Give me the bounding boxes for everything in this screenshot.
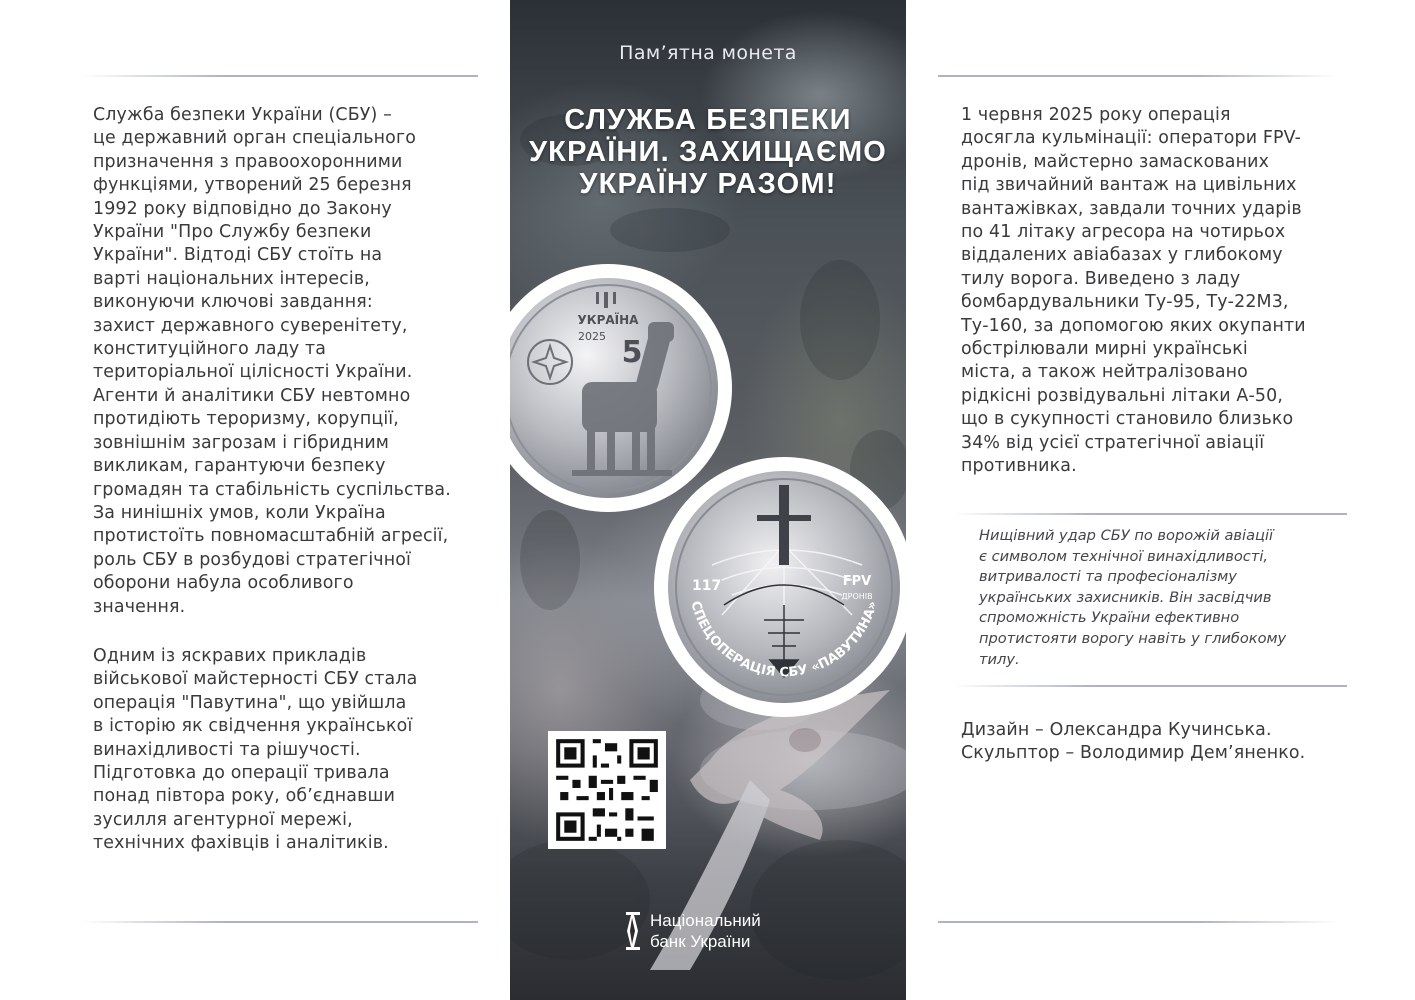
coin-reverse [652, 455, 906, 719]
panel-title: СЛУЖБА БЕЗПЕКИ УКРАЇНИ. ЗАХИЩАЄМО УКРАЇНУ РАЗОМ! [528, 104, 888, 200]
panel-subtitle: Пам’ятна монета [619, 42, 797, 64]
coin-reverse-number: 117 [692, 578, 722, 594]
pull-quote: Нищівний удар СБУ по ворожій авіації є символом технічної винахідливості, витривалості та професіоналізму українських захисників. Він засвідчив спроможність України ефективно протистояти ворогу навіть у глибокому тилу. [979, 527, 1287, 668]
coin-obverse-denomination: 5 [621, 335, 643, 370]
coin-reverse-fpv: FPV [842, 574, 872, 589]
coin-obverse-country: УКРАЇНА [577, 313, 639, 327]
right-paragraph-1: 1 червня 2025 року операція досягла кульмінації: оператори FPV- дронів, майстерно замаскованих під звичайний вантаж на цивільних вантажівках, завдали точних ударів по 41 літаку агресора на чотирьох віддалених авіабазах у глибокому тилу ворога. Виведено з ладу бомбардувальники Ту-95, Ту-22М3, Ту-160, за допомогою яких окупанти обстрілювали мирні українські міста, а також нейтралізовано рідкісні розвідувальні літаки А-50, що в сукупності становило близько 34% від усієї стратегічної авіації противника. [961, 105, 1306, 477]
coin-reverse-drones: ДРОНІВ [841, 592, 873, 601]
left-paragraph-2: Одним із яскравих прикладів військової майстерності СБУ стала операція "Павутина", що увійшла в історію як свідчення української винахідливості та рішучості. Підготовка до операції тривала понад півтора року, об’єднавши зусилля агентурної мережі, технічних фахівців і аналітиків. [93, 646, 418, 854]
bank-name: Національний банк України [650, 911, 761, 951]
coin-reverse-ring-text: СПЕЦОПЕРАЦІЯ СБУ «ПАВУТИНА» [687, 599, 881, 681]
credits: Дизайн – Олександра Кучинська. Скульптор – Володимир Дем’яненко. [961, 720, 1306, 764]
left-paragraph-1: Служба безпеки України (СБУ) – це державний орган спеціального призначення з правоохоронними функціями, утворений 25 березня 1992 року відповідно до Закону України "Про Службу безпеки України". Відтоді СБУ стоїть на варті національних інтересів, виконуючи ключові завдання: захист державного суверенітету, конституційного ладу та територіальної цілісності України. Агенти й аналітики СБУ невтомно протидіють тероризму, корупції, зовнішнім загрозам і гібридним викликам, гарантуючи безпеку громадян та стабільність суспільства. За нинішніх умов, коли Україна протистоїть повномасштабній агресії, роль СБУ в розбудові стратегічної оборони набула особливого значення. [93, 105, 451, 617]
coin-obverse-year: 2025 [578, 330, 606, 343]
right-bottom-rule [938, 921, 1338, 923]
qr-code[interactable] [548, 731, 666, 849]
nbu-logo-icon [622, 910, 644, 952]
center-panel [510, 0, 906, 1000]
left-bottom-rule [82, 921, 478, 923]
right-top-rule [938, 75, 1338, 77]
quote-bottom-rule [952, 685, 1347, 687]
quote-top-rule [952, 513, 1347, 515]
left-top-rule [82, 75, 478, 77]
